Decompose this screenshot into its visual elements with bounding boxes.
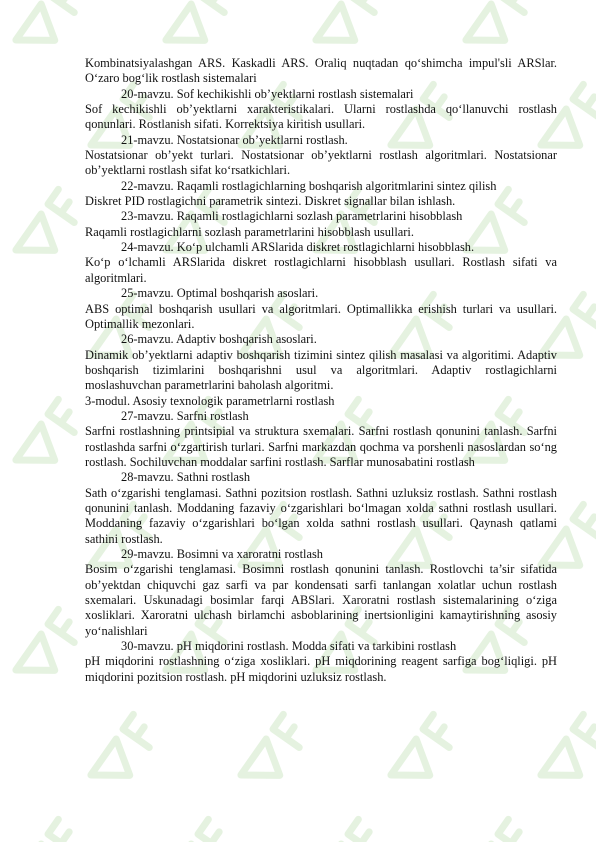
topic-heading: 29-mavzu. Bosimni va xaroratni rostlash <box>121 547 323 561</box>
watermark-mark <box>166 819 235 842</box>
topic-heading: 21-mavzu. Nostatsionar ob’yektlarni rostlash. <box>121 132 348 147</box>
paragraph: Diskret PID rostlagichni parametrik sintezi. Diskret signallar bilan ishlash. <box>85 194 456 209</box>
paragraph: Dinamik ob’yektlarni adaptiv boshqarish tizimini sintez qilish masalasi va algoritimi. Adaptiv boshqarish tizimlarini boshqarishni usul va algoritmlari. Adaptiv rostlagichlarni moslashuvchan parametrlarini baholash algoritmi. <box>85 347 557 393</box>
watermark-mark <box>16 609 85 688</box>
paragraph: Sarfni rostlashning printsipial va struktura sxemalari. Sarfni rostlash qonunini tanlash. Sarfni rostlashda sarfni o‘zgartirish turlari. Sarfni markazdan qochma va porshenli nasoslardan so‘ng rostlash. Sochiluvchan moddalar sarfini rostlash. Sarflar munosabatini rostlash <box>85 424 557 469</box>
paragraph: ABS optimal boshqarish usullari va algoritmlari. Optimallikka erishish turlari va usullari. Optimallik mezonlari. <box>85 301 557 331</box>
watermark-mark <box>16 819 85 842</box>
watermark-mark <box>316 0 385 58</box>
paragraph: pH miqdorini rostlashning o‘ziga xosliklari. pH miqdorining reagent sarfiga bog‘liqligi. pH miqdorini pozitsion rostlash. pH miqdorini uzluksiz rostlash. <box>85 654 557 684</box>
topic-heading: 20-mavzu. Sof kechikishli ob’yektlarni rostlash sistemalari <box>121 86 414 101</box>
watermark-mark <box>391 714 460 793</box>
paragraph: Ko‘p o‘lchamli ARSlarida diskret rostlagichlarni hisobblash usullari. Rostlash sifati va algoritmlari. <box>85 255 557 285</box>
paragraph: Sath o‘zgarishi tenglamasi. Sathni pozitsion rostlash. Sathni uzluksiz rostlash. Sathni rostlash qonunini tanlash. Moddaning fazaviy o‘zgarishlari bo‘lmagan xolda sathni rostlash usullari. Moddaning fazaviy o‘zgarishlari bo‘lgan xolda sathni rostlash usullari. Qaynash qatlami sathini rostlash. <box>85 485 557 546</box>
watermark-mark <box>16 189 85 268</box>
module-heading: 3-modul. Asosiy texnologik parametrlarni rostlash <box>85 393 335 408</box>
watermark-mark <box>466 819 535 842</box>
topic-heading: 24-mavzu. Ko‘p ulchamli ARSlarida diskret rostlagichlarni hisobblash. <box>121 240 475 255</box>
topic-heading: 26-mavzu. Adaptiv boshqarish asoslari. <box>121 332 317 347</box>
topic-heading: 23-mavzu. Raqamli rostlagichlarni sozlash parametrlarini hisobblash <box>121 209 463 224</box>
watermark-mark <box>466 0 535 58</box>
watermark-mark <box>241 714 310 793</box>
topic-heading: 27-mavzu. Sarfni rostlash <box>121 408 249 423</box>
watermark-mark <box>91 714 160 793</box>
paragraph: Sof kechikishli ob’yektlarni xarakteristikalari. Ularni rostlashda qo‘llanuvchi rostlash qonunlari. Rostlanish sifati. Korrektsiya kiritish usullari. <box>85 102 557 132</box>
paragraph: Kombinatsiyalashgan ARS. Kaskadli ARS. Oraliq nuqtadan qo‘shimcha impul'sli ARSlar. O‘zaro bog‘lik rostlash sistemalari <box>85 56 557 86</box>
topic-heading: 28-mavzu. Sathni rostlash <box>121 470 251 485</box>
watermark-mark <box>16 399 85 478</box>
topic-heading: 22-mavzu. Raqamli rostlagichlarning boshqarish algoritmlarini sintez qilish <box>121 178 497 193</box>
topic-heading: 25-mavzu. Optimal boshqarish asoslari. <box>121 286 319 301</box>
topic-heading: 30-mavzu. pH miqdorini rostlash. Modda sifati va tarkibini rostlash <box>121 639 457 654</box>
watermark-mark <box>16 0 85 58</box>
watermark-mark <box>166 0 235 58</box>
paragraph: Bosim o‘zgarishi tenglamasi. Bosimni rostlash qonunini tanlash. Rostlovchi ta’sir sifatida ob’yektdan chiquvchi gaz sarfi va par kondensati sarfi tanlangan xolatlar uchun rostlash sxemalari. Uskunadagi bosimlar farqi ABSlari. Xaroratni rostlash sistemalarining o‘ziga xosliklari. Xaroratni ulchash birlamchi asboblarining inertsionligini kamaytirishning asosiy yo‘nalishlari <box>85 562 557 638</box>
watermark-mark <box>541 714 596 793</box>
paragraph: Raqamli rostlagichlarni sozlash parametrlarini hisobblash usullari. <box>85 224 414 239</box>
paragraph: Nostatsionar ob’yekt turlari. Nostatsionar ob’yektlarni rostlash algoritmlari. Nostatsionar ob’yektlarni rostlash sifat ko‘rsatkichlari. <box>85 148 557 178</box>
document-page <box>85 56 557 685</box>
watermark-mark <box>316 819 385 842</box>
